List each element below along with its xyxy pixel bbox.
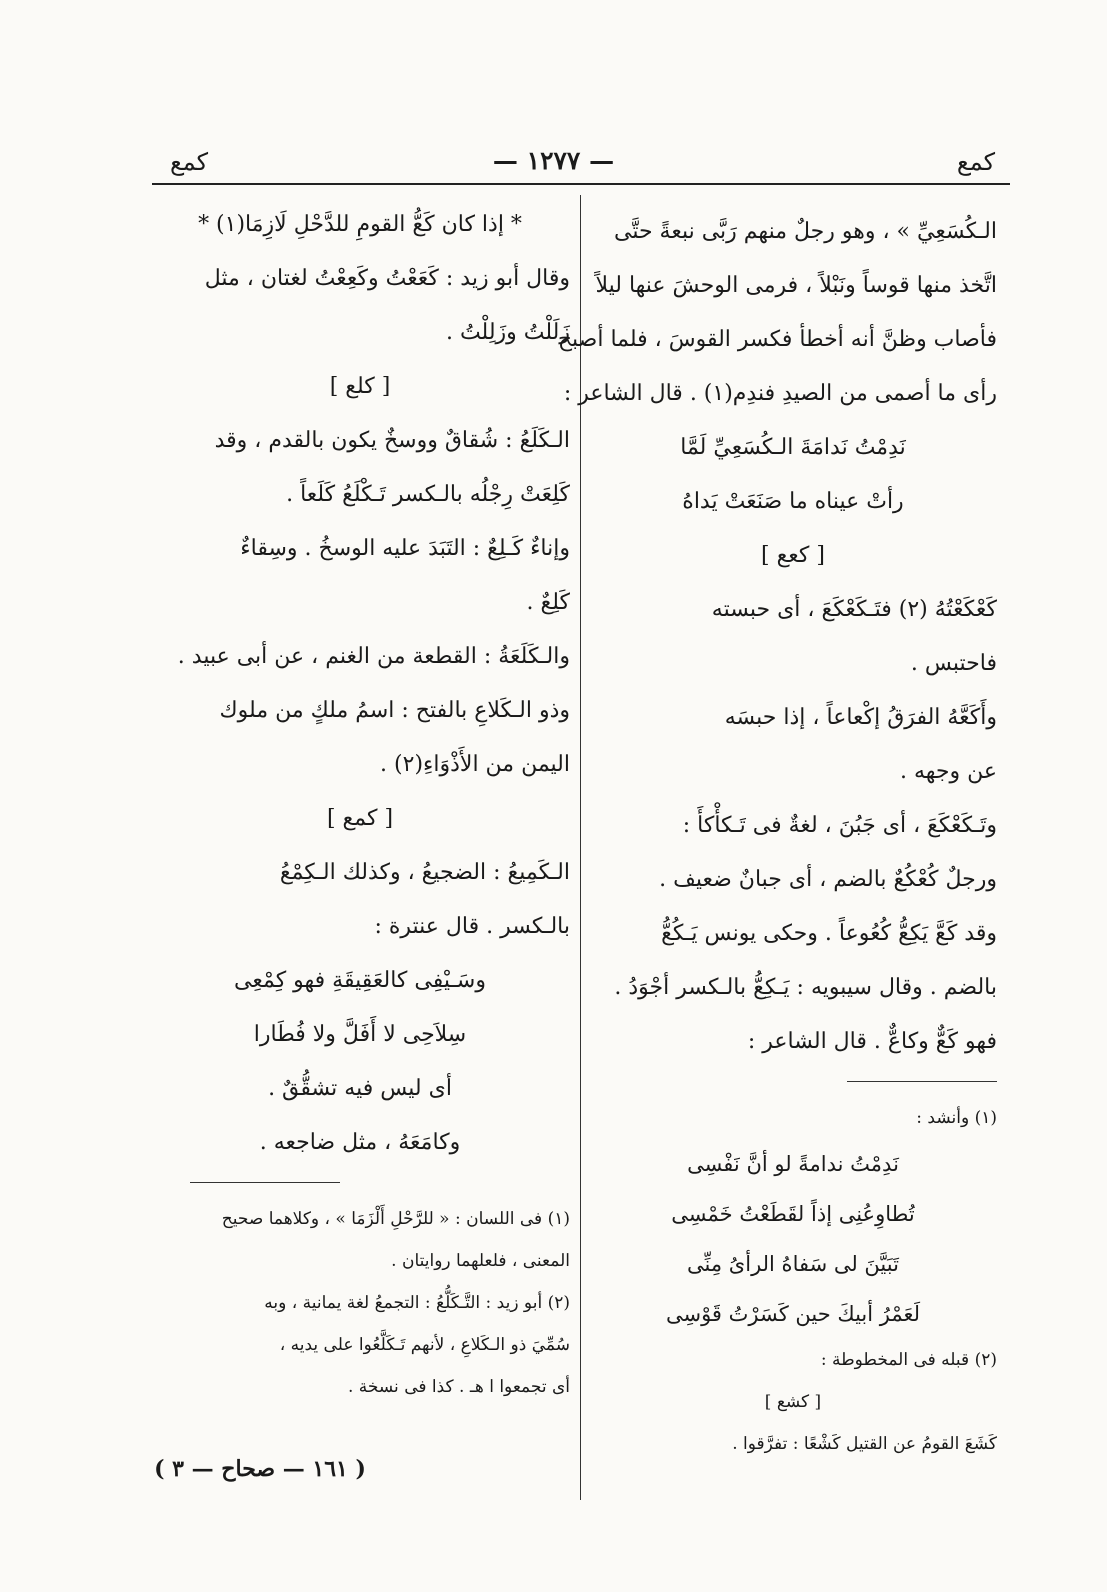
footnote-heading: [ كشع ] <box>764 1392 822 1412</box>
right-column <box>557 205 997 1465</box>
text-line: الـكَلَعُ : شُقاقٌ ووسخٌ يكون بالقدم ، وقد <box>214 428 570 453</box>
text-line: الـكَمِيعُ : الضجيعُ ، وكذلك الـكِمْعُ <box>279 860 570 885</box>
text-line: وكامَعَهُ ، مثل ضاجعه . <box>259 1130 461 1155</box>
footnote-line: (٢) أبو زيد : التَّـكَلُّعُ : التجمعُ لغة يمانية ، وبه <box>264 1293 570 1313</box>
verse-line: سِلاَحِى لا أَفَلَّ ولا فُطَارا <box>253 1022 467 1047</box>
footnote-line: (٢) قبله فى المخطوطة : <box>820 1350 997 1370</box>
footnote-line: سُمِّيَ ذو الـكَلاعِ ، لأنهم تَـكَلَّعُوا على يديه ، <box>279 1335 570 1355</box>
text-line: وأَكَعَّهُ الفرَقُ إكْعاعاً ، إذا حبسَه <box>724 705 997 730</box>
text-line: والـكَلَعَةُ : القطعة من الغنم ، عن أبى عبيد . <box>177 644 570 669</box>
entry-heading: [ كمع ] <box>326 806 394 831</box>
verse-line: وسَـيْفِى كالعَقِيقَةِ فهو كِمْعِى <box>234 968 486 993</box>
text-line: وإناءٌ كَـلِعٌ : التَبَدَ عليه الوسخُ . وسِقاءٌ <box>240 536 570 561</box>
text-line: اليمن من الأَذْوَاءِ(٢) . <box>380 752 570 777</box>
left-column <box>150 198 570 1408</box>
page-number: — ١٢٧٧ — <box>492 146 615 175</box>
footnote-line: أى تجمعوا ا هـ . كذا فى نسخة . <box>348 1377 570 1397</box>
verse-line: نَدِمْتُ نَدامَةَ الـكُسَعِيِّ لَمَّا <box>680 435 906 460</box>
text-line: وذو الـكَلاعِ بالفتح : اسمُ ملكٍ من ملوك <box>219 698 570 723</box>
entry-heading: [ كلع ] <box>329 374 391 399</box>
text-line: وقال أبو زيد : كَعَعْتُ وكَعِعْتُ لغتان ، مثل <box>204 266 570 291</box>
text-line: زَلَلْتُ وزَلِلْتُ . <box>445 320 570 345</box>
footnote-verse: تَبَيَّنَ لى سَفاهُ الرأىُ مِنِّى <box>687 1252 899 1276</box>
text-line: أى ليس فيه تشقُّقٌ . <box>268 1076 452 1101</box>
text-line: الـكُسَعِيِّ » ، وهو رجلٌ منهم رَبَّى نبعةً حتَّى <box>613 219 997 244</box>
text-line: ورجلٌ كُعْكُعٌ بالضم ، أى جبانٌ ضعيف . <box>659 867 997 892</box>
footnote-separator <box>190 1182 340 1184</box>
footnote-verse: تُطاوِعُنِى إذاً لقَطَعْتُ خَمْسِى <box>671 1202 915 1226</box>
text-line: كَلِعٌ . <box>526 590 570 615</box>
entry-heading: [ كعع ] <box>761 543 825 568</box>
text-line: فاحتبس . <box>910 651 997 676</box>
footnote-line: (١) فى اللسان : « للرَّحْلِ أَلْزَمَا » ، وكلاهما صحيح <box>221 1209 570 1229</box>
text-line: عن وجهه . <box>899 759 997 784</box>
header-left-keyword: كمع <box>170 148 209 176</box>
verse-line: رأتْ عيناه ما صَنَعَتْ يَداهُ <box>682 489 904 514</box>
header-rule <box>152 183 1010 185</box>
text-line: فهو كَعٌّ وكاعٌّ . قال الشاعر : <box>747 1029 997 1054</box>
verse-line: * إذا كان كَعُّ القومِ للدَّحْلِ لَازِمَا(١) * <box>198 212 522 237</box>
text-line: رأى ما أصمى من الصيدِ فندِم(١) . قال الشاعر : <box>563 381 997 406</box>
text-line: وقد كَعَّ يَكِعُّ كُعُوعاً . وحكى يونس يَـكُعُّ <box>661 921 997 946</box>
text-line: اتَّخذ منها قوساً ونَبْلاً ، فرمى الوحشَ عنها ليلاً <box>595 273 997 298</box>
text-line: بالـكسر . قال عنترة : <box>374 914 570 939</box>
footnote-separator <box>847 1081 997 1083</box>
printer-signature: ( ١٦١ — صحاح — ٣ ) <box>154 1456 366 1482</box>
text-line: وتَـكَعْكَعَ ، أى جَبُنَ ، لغةٌ فى تَـكأْكأَ : <box>682 813 997 838</box>
header-right-keyword: كمع <box>956 148 995 176</box>
text-line: بالضم . وقال سيبويه : يَـكِعُّ بالـكسر أجْوَدُ . <box>614 975 997 1000</box>
footnote-verse: لَعَمْرُ أبيكَ حين كَسَرْتُ قَوْسِى <box>665 1302 921 1326</box>
footnote-line: المعنى ، فلعلهما روايتان . <box>391 1251 570 1271</box>
text-line: فأصاب وظنَّ أنه أخطأ فكسر القوسَ ، فلما أصبح <box>557 327 997 352</box>
footnote-line: (١) وأنشد : <box>916 1108 997 1128</box>
text-line: كَعْكَعْتُهُ (٢) فتَـكَعْكَعَ ، أى حبسته <box>711 597 997 622</box>
text-line: كَلِعَتْ رِجْلُه بالـكسر تَـكْلَعُ كَلَعاً . <box>286 482 570 507</box>
footnote-verse: نَدِمْتُ ندامةً لو أنَّ نَفْسِى <box>687 1152 899 1176</box>
footnote-line: كَشَعَ القومُ عن القتيل كَشْعًا : تفرَّقوا . <box>732 1434 997 1454</box>
